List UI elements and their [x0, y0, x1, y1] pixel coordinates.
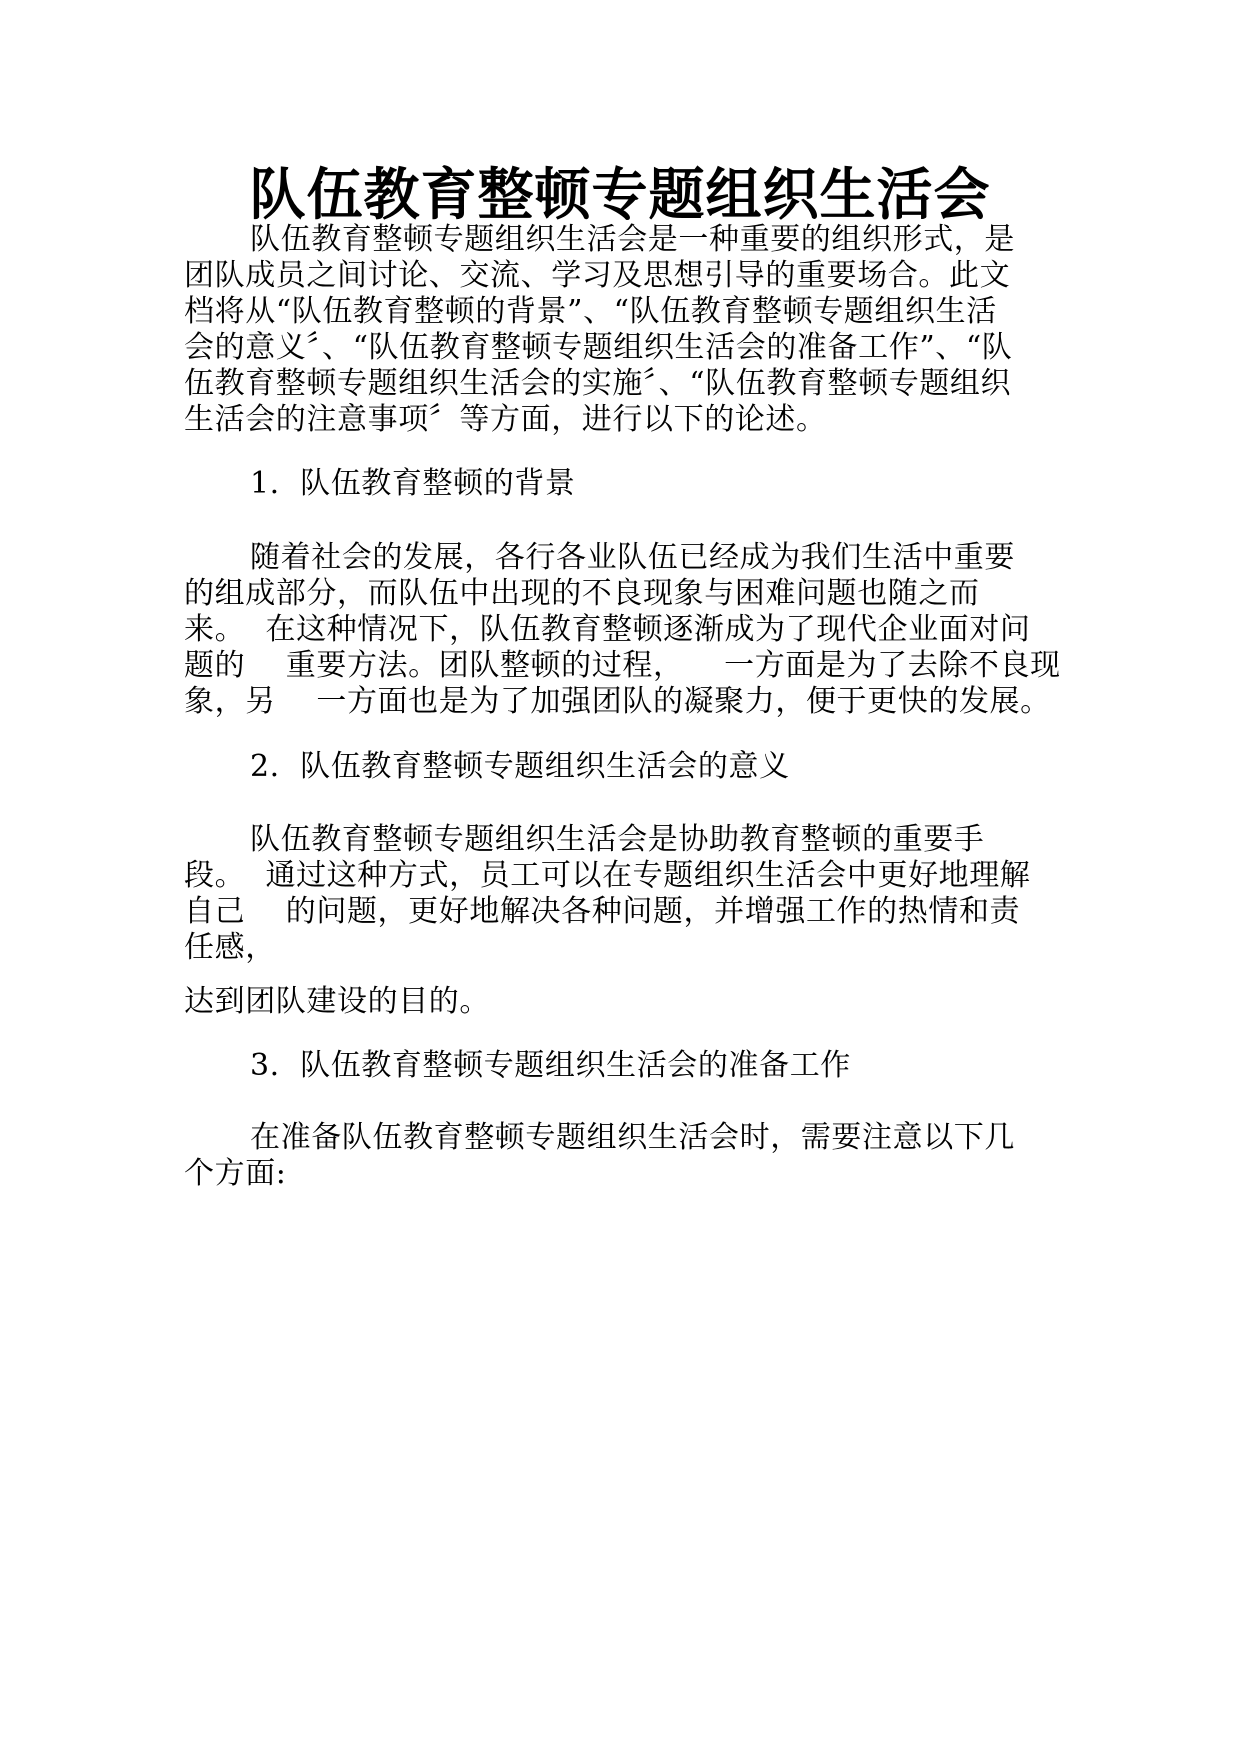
intro-line: 档将从“队伍教育整顿的背景”、“队伍教育整顿专题组织生活 — [184, 294, 997, 329]
intro-line: 团队成员之间讨论、交流、学习及思想引导的重要场合。此文 — [184, 258, 1011, 293]
section1-line: 象，另 一方面也是为了加强团队的凝聚力，便于更快的发展。 — [184, 684, 1051, 719]
intro-line: 伍教育整顿专题组织生活会的实施〞、“队伍教育整顿专题组织 — [184, 366, 1012, 401]
section2-line: 自己 的问题，更好地解决各种问题，并增强工作的热情和责 — [184, 894, 1021, 929]
section2-line: 段。 通过这种方式，员工可以在专题组织生活会中更好地理解 — [184, 858, 1031, 893]
section1-line: 的组成部分，而队伍中出现的不良现象与困难问题也随之而 — [184, 576, 980, 611]
section2-line: 达到团队建设的目的。 — [184, 984, 490, 1019]
section1-line: 来。 在这种情况下，队伍教育整顿逐渐成为了现代企业面对问 — [184, 612, 1031, 647]
section1-line: 题的 重要方法。团队整顿的过程， 一方面是为了去除不良现 — [184, 648, 1061, 683]
section3-line: 个方面: — [184, 1156, 287, 1191]
section-heading: 3. 队伍教育整顿专题组织生活会的准备工作 — [250, 1048, 851, 1083]
document-title: 队伍教育整顿专题组织生活会 — [249, 162, 991, 228]
section3-line: 在准备队伍教育整顿专题组织生活会时，需要注意以下几 — [250, 1120, 1015, 1155]
intro-line: 生活会的注意事项〞等方面，进行以下的论述。 — [184, 402, 827, 437]
intro-line: 队伍教育整顿专题组织生活会是一种重要的组织形式，是 — [250, 222, 1015, 257]
intro-line: 会的意义〞、“队伍教育整顿专题组织生活会的准备工作”、“队 — [184, 330, 1013, 365]
section2-line: 队伍教育整顿专题组织生活会是协助教育整顿的重要手 — [250, 822, 985, 857]
section-heading: 1. 队伍教育整顿的背景 — [250, 466, 576, 501]
section-heading: 2. 队伍教育整顿专题组织生活会的意义 — [250, 749, 790, 784]
section2-line: 任感， — [184, 930, 276, 965]
section1-line: 随着社会的发展，各行各业队伍已经成为我们生活中重要 — [250, 540, 1015, 575]
